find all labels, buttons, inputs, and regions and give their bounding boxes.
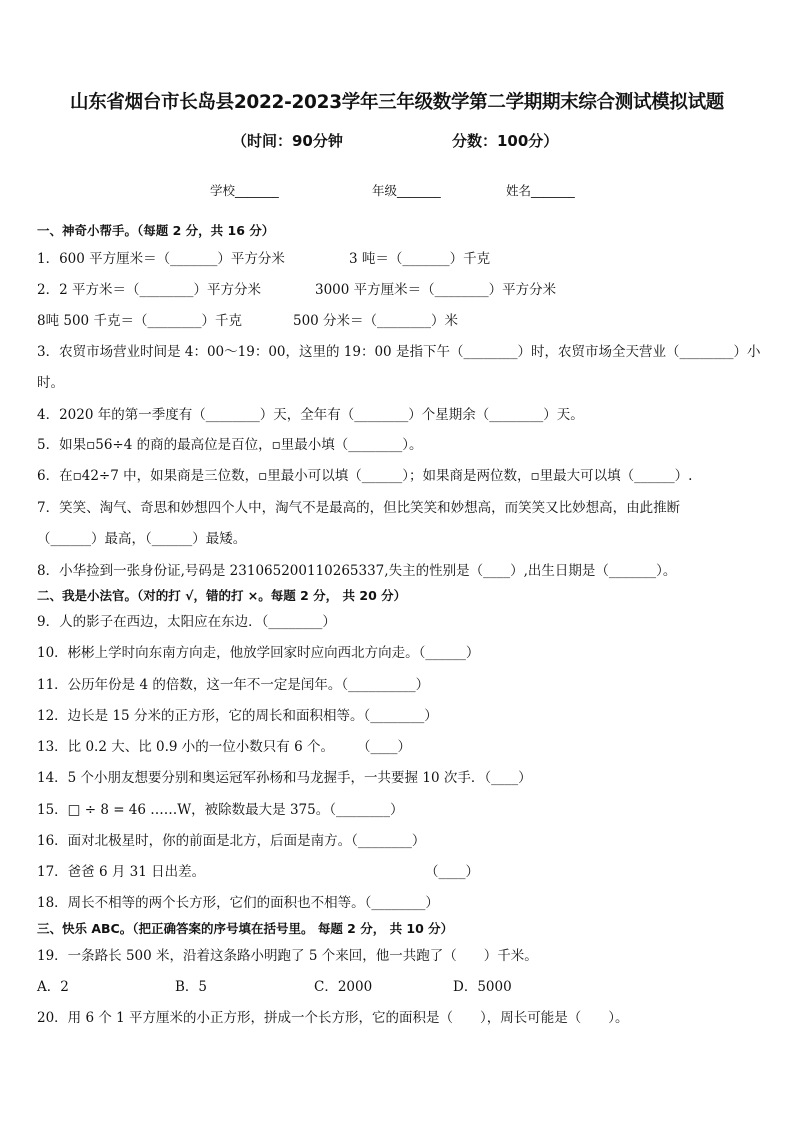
question-8: 8．小华捡到一张身份证,号码是 231065200110265337,失主的性别是（____）,出生日期是（_______）。: [37, 563, 677, 579]
name-field: 姓名_______: [506, 183, 575, 198]
question-3: 3．农贸市场营业时间是 4：00～19：00，这里的 19：00 是指下午（________）时，农贸市场全天营业（________）小: [37, 344, 761, 360]
school-field: 学校_______: [210, 183, 279, 198]
q19-option-c: C．2000: [314, 979, 373, 995]
total-score: 分数：100分）: [452, 132, 559, 150]
question-16: 16．面对北极星时，你的前面是北方，后面是南方。（________）: [37, 833, 426, 849]
grade-field: 年级_______: [372, 183, 441, 198]
section-heading-1: 一、神奇小帮手。（每题 2 分，共 16 分）: [37, 223, 275, 238]
section-heading-3: 三、快乐 ABC。（把正确答案的序号填在括号里。 每题 2 分， 共 10 分）: [37, 921, 454, 936]
question-1a: 1．600 平方厘米＝（_______）平方分米: [37, 251, 285, 267]
exam-meta: [0, 130, 794, 152]
question-19: 19．一条路长 500 米，沿着这条路小明跑了 5 个来回，他一共跑了（ ）千米。: [37, 948, 538, 964]
question-13: 13．比 0.2 大、比 0.9 小的一位小数只有 6 个。: [37, 739, 334, 755]
question-17-answer: （____）: [425, 864, 479, 880]
question-12: 12．边长是 15 分米的正方形，它的周长和面积相等。（________）: [37, 708, 438, 724]
question-4: 4．2020 年的第一季度有（________）天，全年有（________）个星期余（________）天。: [37, 407, 584, 423]
question-1b: 3 吨＝（_______）千克: [349, 251, 491, 267]
question-2d: 500 分米＝（________）米: [293, 313, 459, 329]
time-limit: （时间：90分钟: [232, 132, 343, 150]
question-6: 6．在▫42÷7 中，如果商是三位数，▫里最小可以填（______）；如果商是两位数，▫里最大可以填（______）.: [37, 468, 693, 484]
question-18: 18．周长不相等的两个长方形，它们的面积也不相等。（________）: [37, 895, 439, 911]
question-14: 14．5 个小朋友想要分别和奥运冠军孙杨和马龙握手，一共要握 10 次手．（____）: [37, 770, 532, 786]
question-20: 20．用 6 个 1 平方厘米的小正方形，拼成一个长方形，它的面积是（ ），周长可能是（ ）。: [37, 1010, 629, 1026]
question-2a: 2．2 平方米＝（________）平方分米: [37, 282, 261, 298]
question-7: 7．笑笑、淘气、奇思和妙想四个人中，淘气不是最高的，但比笑笑和妙想高，而笑笑又比妙想高，由此推断: [37, 500, 681, 516]
q19-option-b: B．5: [175, 979, 208, 995]
question-17: 17．爸爸 6 月 31 日出差。: [37, 864, 206, 880]
question-3-cont: 时。: [37, 375, 64, 391]
question-7-cont: （______）最高，（______）最矮。: [37, 531, 247, 547]
question-13-answer: （____）: [357, 739, 411, 755]
question-15: 15．□ ÷ 8 = 46 ……W，被除数最大是 375。（________）: [37, 802, 404, 818]
q19-option-d: D．5000: [453, 979, 512, 995]
question-2c: 8吨 500 千克＝（________）千克: [37, 313, 242, 329]
page-title: 山东省烟台市长岛县2022-2023学年三年级数学第二学期期末综合测试模拟试题: [70, 92, 724, 113]
student-info: [0, 181, 794, 201]
question-11: 11．公历年份是 4 的倍数，这一年不一定是闰年。（__________）: [37, 677, 430, 693]
question-9: 9．人的影子在西边，太阳应在东边．（________）: [37, 614, 336, 630]
section-heading-2: 二、我是小法官。（对的打 √，错的打 ×。每题 2 分， 共 20 分）: [37, 588, 407, 603]
question-10: 10．彬彬上学时向东南方向走，他放学回家时应向西北方向走。（______）: [37, 645, 480, 661]
question-2b: 3000 平方厘米＝（________）平方分米: [315, 282, 557, 298]
question-5: 5．如果▫56÷4 的商的最高位是百位，▫里最小填（________）。: [37, 437, 423, 453]
q19-option-a: A．2: [37, 979, 69, 995]
